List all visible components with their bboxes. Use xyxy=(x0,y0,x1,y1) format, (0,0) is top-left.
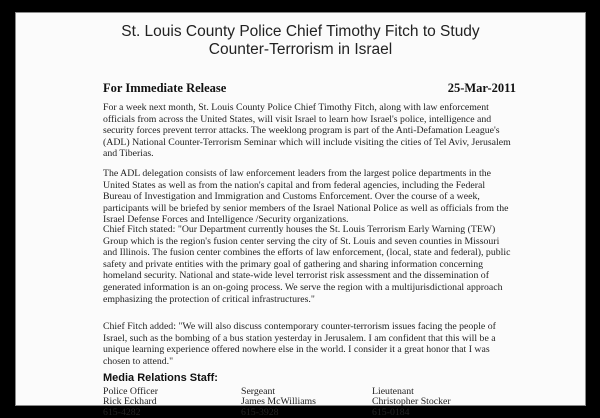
contact-rank: Police Officer xyxy=(103,386,159,397)
contact-name: James McWilliams xyxy=(241,396,316,408)
contact-phone: 615-4282 xyxy=(103,406,141,418)
press-release-page xyxy=(15,12,586,418)
contact-name: Christopher Stocker xyxy=(372,396,451,408)
contact-1 xyxy=(103,387,158,418)
contact-name: Rick Eckhard xyxy=(103,396,157,408)
contact-3 xyxy=(372,387,451,418)
release-date: 25-Mar-2011 xyxy=(447,81,516,95)
title-line-2: Counter-Terrorism in Israel xyxy=(208,41,393,58)
media-relations-heading: Media Relations Staff: xyxy=(103,372,218,384)
document-title xyxy=(16,23,585,59)
paragraph-3: Chief Fitch stated: "Our Department currently houses the St. Louis Terrorism Early Warning (TEW) Group which is the region's fusion center serving the city of St. Louis and seven counties in Missouri and Illinois. The fusion center combines the efforts of law enforcement, (local, state and federal), public safety and private entities with the primary goal of gathering and sharing information concerning homeland security. National and state-wide level terrorist risk assessment and the dissemination of generated information is an on-going process. We serve the region with a multijurisdictional approach emphasizing the protection of critical infrastructures." xyxy=(103,224,511,305)
contact-rank: Sergeant xyxy=(241,386,276,397)
contact-phone: 615-0184 xyxy=(372,406,410,418)
paragraph-4: Chief Fitch added: "We will also discuss contemporary counter-terrorism issues facing the people of Israel, such as the bombing of a bus station yesterday in Jerusalem. I am confident that this will be a unique learning experience offered nowhere else in the world. I consider it a great honor that I was chosen to attend." xyxy=(103,321,496,367)
title-line-1: St. Louis County Police Chief Timothy Fitch to Study xyxy=(121,23,480,40)
contact-2 xyxy=(241,387,316,418)
paragraph-1: For a week next month, St. Louis County Police Chief Timothy Fitch, along with law enforcement officials from across the United States, will visit Israel to learn how Israel's police, intelligence and security forces prevent terror attacks. The weeklong program is part of the Anti-Defamation League's (ADL) National Counter-Terrorism Seminar which will include visiting the cities of Tel Aviv, Jerusalem and Tiberias. xyxy=(103,102,511,160)
paragraph-2: The ADL delegation consists of law enforcement leaders from the largest police departments in the United States as well as from the nation's capital and from federal agencies, including the Federal Bureau of Investigation and Immigration and Customs Enforcement. Over the course of a week, participants will be briefed by senior members of the Israel National Police as well as officials from the Israel Defense Forces and Intelligence /Security organizations. xyxy=(103,168,509,226)
release-label: For Immediate Release xyxy=(103,81,227,95)
contact-rank: Lieutenant xyxy=(372,386,414,397)
contact-phone: 615-3928 xyxy=(241,406,279,418)
